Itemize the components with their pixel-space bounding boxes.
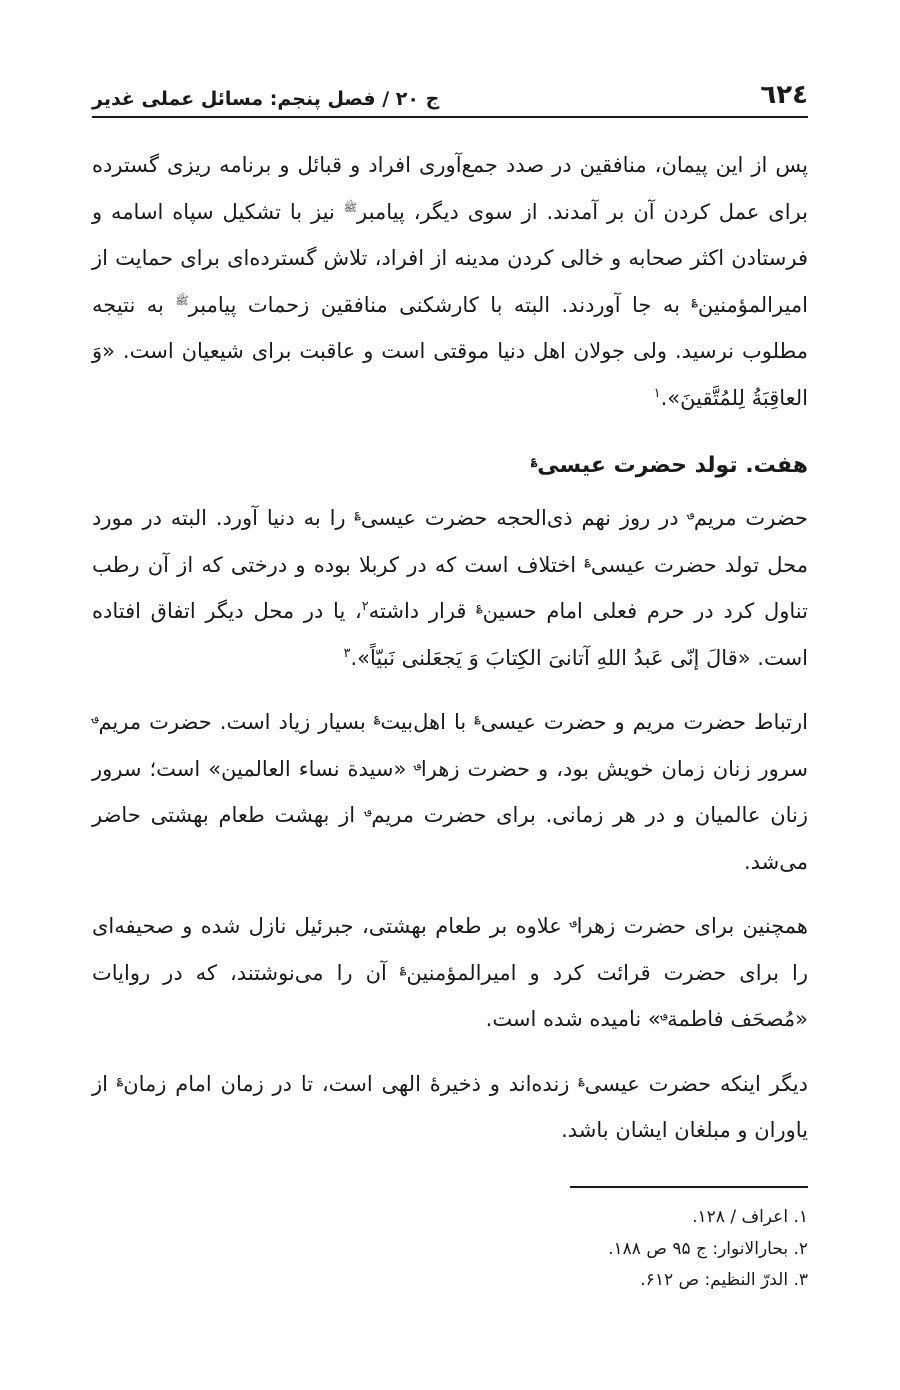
text-run: زنده‌اند و ذخیرهٔ الهی است، تا در زمان امام زمان	[123, 1071, 579, 1096]
paragraph-1	[92, 142, 808, 421]
text-run: همچنین برای حضرت زهرا	[576, 914, 808, 938]
honorific-saww-icon: ﷺ	[343, 200, 358, 214]
text-run: از یاوران و مبلغان ایشان باشد.	[92, 1071, 808, 1142]
text-run: قرار داشته	[368, 599, 477, 623]
honorific-alayhas-salam-icon: ؈	[414, 757, 421, 771]
footnote-ref-2[interactable]: ۲	[361, 599, 369, 614]
text-run: حضرت مریم	[693, 506, 808, 530]
section-heading	[92, 443, 808, 489]
footnote-3: ۳. الدرّ النظیم: ص ۶۱۲.	[640, 1270, 808, 1290]
honorific-alayhis-salam-icon: ؏	[578, 1072, 585, 1086]
text-run: در روز نهم ذی‌الحجه حضرت عیسی	[360, 506, 688, 530]
text-run: پس از این پیمان، منافقین در صدد جمع‌آوری افراد و قبائل و برنامه ریزی گسترده برای عمل کردن آن بر آمدند. از سوی دیگر، پیامبر	[92, 153, 808, 224]
honorific-alayhis-salam-icon: ؏	[691, 293, 698, 307]
honorific-alayhis-salam-icon: ؏	[354, 507, 361, 520]
main-text	[92, 142, 808, 1154]
honorific-alayhas-salam-icon: ؈	[92, 711, 99, 724]
paragraph-4	[92, 903, 808, 1043]
text-run: به جا آوردند. البته با کارشکنی منافقین زحمات پیامبر	[188, 292, 692, 317]
text-run: به نتیجه مطلوب نرسید. ولی جولان اهل دنیا موقتی است و عاقبت برای شیعیان است. «وَ العاقِبَةُ لِلمُتَّقینَ».	[92, 292, 808, 410]
honorific-alayhas-salam-icon: ؈	[660, 1008, 668, 1021]
honorific-alayhas-salam-icon: ؈	[687, 507, 694, 520]
honorific-alayhas-salam-icon: ؈	[570, 915, 577, 928]
honorific-saww-icon: ﷺ	[175, 293, 189, 307]
honorific-alayhis-salam-icon: ؏	[474, 711, 481, 724]
text-run: با اهل‌بیت	[380, 710, 475, 734]
footnote-1: ۱. اعراف / ۱۲۸.	[692, 1207, 808, 1227]
text-run: «سیدة نساء العالمین» است؛ سرور زنان عالمیان و در هر زمانی. برای حضرت مریم	[92, 756, 808, 827]
footnote-2: ۲. بحارالانوار: ج ۹۵ ص ۱۸۸.	[608, 1238, 808, 1259]
footnotes	[92, 1202, 808, 1297]
page-header	[92, 66, 808, 118]
text-run: از بهشت طعام بهشتی حاضر می‌شد.	[92, 803, 808, 874]
text-run: علاوه بر طعام بهشتی، جبرئیل نازل شده و صحیفه‌ای را برای حضرت قرائت کرد و امیرالمؤمنین	[92, 914, 808, 985]
text-run: ، یا در محل دیگر اتفاق افتاده است. «قالَ إنّی عَبدُ اللهِ آتانیَ الکِتابَ وَ یَجعَلنی نَبیّاً».	[92, 599, 808, 670]
footnote-ref-3[interactable]: ۳	[343, 645, 351, 661]
text-run: نیز با تشکیل سپاه اسامه و فرستادن اکثر صحابه و خالی کردن مدینه از افراد، تلاش گسترده‌ای برای حمایت از امیرالمؤمنین	[92, 199, 808, 317]
text-run: را به دنیا آورد. البته در مورد محل تولد حضرت عیسی	[92, 506, 808, 577]
paragraph-3	[92, 699, 808, 885]
honorific-alayhis-salam-icon: ؏	[116, 1072, 124, 1086]
footnote-divider	[570, 1186, 808, 1188]
honorific-alayhis-salam-icon: ؏	[476, 600, 483, 613]
page-number: ٦٢٤	[760, 80, 808, 110]
paragraph-2	[92, 495, 808, 681]
text-run: » نامیده شده است.	[485, 1007, 661, 1031]
honorific-alayhis-salam-icon: ؏	[584, 553, 591, 567]
running-title: ج ۲۰ / فصل پنجم: مسائل عملی غدیر	[92, 88, 440, 110]
text-run: آن را می‌نوشتند، که در روایات «مُصحَف فاطمة	[92, 960, 808, 1031]
footnote-ref-1[interactable]: ۱	[653, 385, 661, 401]
text-run: ارتباط حضرت مریم و حضرت عیسی	[480, 710, 809, 734]
paragraph-5	[92, 1061, 808, 1154]
honorific-alayhis-salam-icon: ؏	[373, 711, 381, 724]
honorific-alayhis-salam-icon: ؏	[399, 961, 407, 975]
text-run: بسیار زیاد است. حضرت مریم	[98, 710, 374, 734]
text-run: سرور زنان زمان خویش بود، و حضرت زهرا	[420, 756, 809, 781]
heading-text: هفت. تولد حضرت عیسی	[537, 453, 808, 478]
text-run: دیگر اینکه حضرت عیسی	[584, 1071, 808, 1096]
text-run: اختلاف است که در کربلا بوده و درختی که از آن رطب تناول کرد در حرم فعلی امام حسین	[92, 552, 808, 623]
honorific-alayhas-salam-icon: ؈	[364, 804, 372, 817]
honorific-alayhis-salam-icon: ؏	[530, 453, 538, 467]
